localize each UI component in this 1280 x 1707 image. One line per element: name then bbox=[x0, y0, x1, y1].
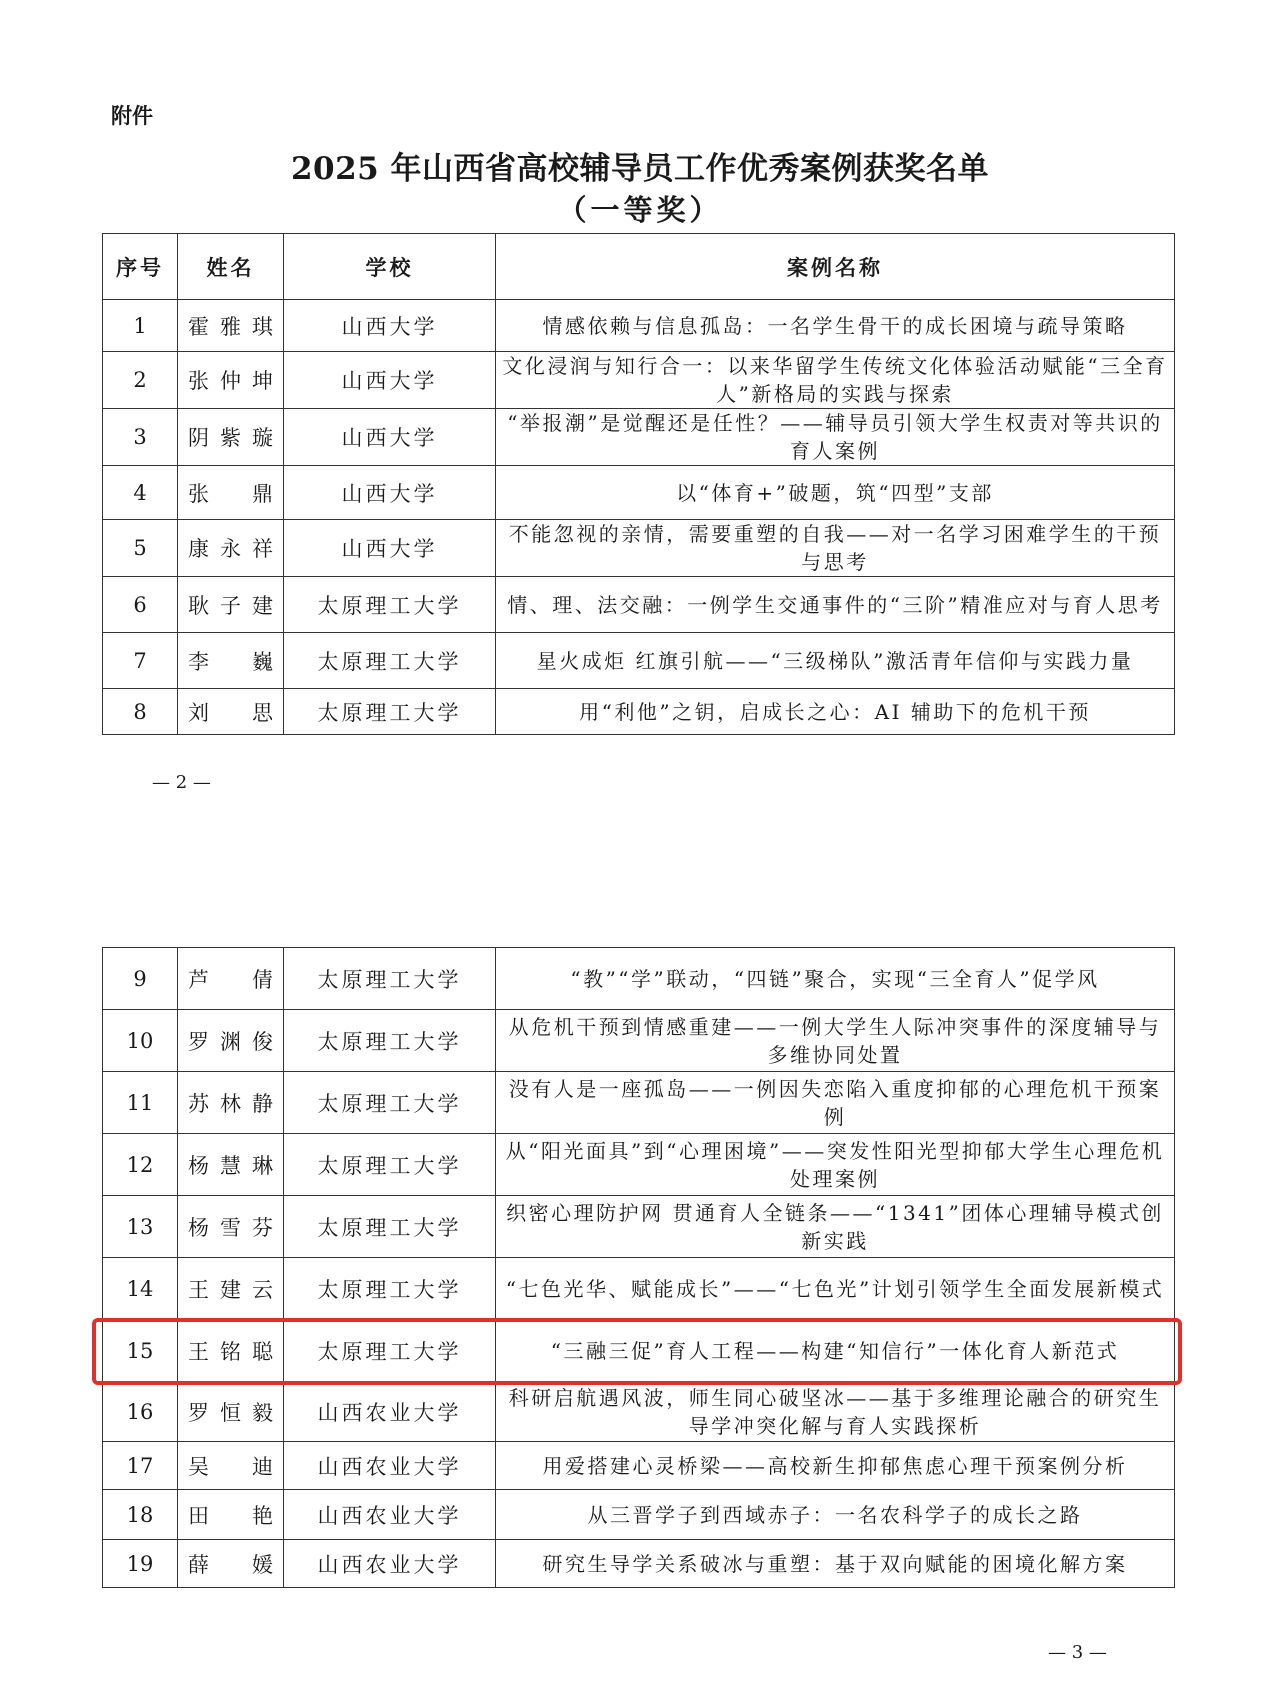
name-character: 王 bbox=[188, 1339, 209, 1364]
row-school: 山西大学 bbox=[284, 300, 496, 352]
name-character: 坤 bbox=[252, 369, 273, 393]
name-character: 祥 bbox=[252, 537, 273, 561]
name-character: 璇 bbox=[252, 426, 273, 450]
name-character: 俊 bbox=[252, 1029, 273, 1054]
column-header-name: 姓名 bbox=[178, 234, 284, 300]
name-character: 静 bbox=[252, 1091, 273, 1116]
name-character: 仲 bbox=[220, 369, 241, 393]
name-character: 耿 bbox=[188, 593, 209, 618]
page-number-3: — 3 — bbox=[1048, 1642, 1107, 1663]
name-character: 吴 bbox=[188, 1454, 209, 1479]
name-characters bbox=[188, 1274, 273, 1304]
name-characters bbox=[188, 1451, 273, 1481]
row-number: 1 bbox=[103, 300, 178, 352]
row-case-title: 情感依赖与信息孤岛：一名学生骨干的成长困境与疏导策略 bbox=[496, 300, 1175, 352]
row-number: 19 bbox=[103, 1540, 178, 1588]
table-row bbox=[103, 948, 1175, 1010]
column-header-number: 序号 bbox=[103, 234, 178, 300]
name-characters bbox=[188, 1150, 273, 1180]
row-school: 山西大学 bbox=[284, 520, 496, 577]
row-number: 7 bbox=[103, 633, 178, 689]
row-school: 太原理工大学 bbox=[284, 689, 496, 735]
row-school: 太原理工大学 bbox=[284, 577, 496, 633]
name-character: 田 bbox=[188, 1503, 209, 1528]
name-characters bbox=[188, 1397, 273, 1427]
row-number: 14 bbox=[103, 1258, 178, 1320]
name-characters bbox=[188, 964, 273, 994]
row-number: 16 bbox=[103, 1382, 178, 1442]
name-character: 芦 bbox=[188, 967, 209, 992]
row-name bbox=[178, 577, 284, 633]
row-school: 山西农业大学 bbox=[284, 1540, 496, 1588]
name-character: 建 bbox=[252, 593, 273, 618]
row-number: 11 bbox=[103, 1072, 178, 1134]
row-name bbox=[178, 520, 284, 577]
row-number: 10 bbox=[103, 1010, 178, 1072]
row-number: 4 bbox=[103, 466, 178, 520]
name-characters bbox=[188, 1549, 273, 1579]
row-number: 8 bbox=[103, 689, 178, 735]
name-characters bbox=[188, 422, 273, 452]
name-character: 杨 bbox=[188, 1215, 209, 1240]
table-row bbox=[103, 577, 1175, 633]
row-name bbox=[178, 1072, 284, 1134]
row-name bbox=[178, 1540, 284, 1588]
name-character: 永 bbox=[220, 537, 241, 561]
row-school: 太原理工大学 bbox=[284, 1010, 496, 1072]
table-row bbox=[103, 1540, 1175, 1588]
row-number: 6 bbox=[103, 577, 178, 633]
table-row bbox=[103, 1134, 1175, 1196]
name-character: 康 bbox=[188, 537, 209, 561]
name-character: 张 bbox=[188, 481, 209, 506]
row-number: 9 bbox=[103, 948, 178, 1010]
row-name bbox=[178, 633, 284, 689]
row-name bbox=[178, 1134, 284, 1196]
row-case-title: 科研启航遇风波，师生同心破坚冰——基于多维理论融合的研究生导学冲突化解与育人实践探析 bbox=[496, 1382, 1175, 1442]
attachment-label: 附件 bbox=[111, 104, 153, 128]
table-row bbox=[103, 520, 1175, 577]
row-school: 太原理工大学 bbox=[284, 1258, 496, 1320]
row-case-title: 不能忽视的亲情，需要重塑的自我——对一名学习困难学生的干预与思考 bbox=[496, 520, 1175, 577]
name-character: 慧 bbox=[220, 1153, 241, 1178]
name-characters bbox=[188, 533, 273, 563]
name-character: 琳 bbox=[252, 1153, 273, 1178]
name-character: 杨 bbox=[188, 1153, 209, 1178]
name-character: 琪 bbox=[252, 314, 273, 339]
name-character: 雅 bbox=[220, 314, 241, 339]
row-case-title: 研究生导学关系破冰与重塑：基于双向赋能的困境化解方案 bbox=[496, 1540, 1175, 1588]
name-character: 薛 bbox=[188, 1552, 209, 1577]
table-row bbox=[103, 1072, 1175, 1134]
document-title: 2025 年山西省高校辅导员工作优秀案例获奖名单 bbox=[290, 151, 990, 187]
row-number: 18 bbox=[103, 1490, 178, 1540]
name-character: 刘 bbox=[188, 700, 209, 725]
name-character: 林 bbox=[220, 1091, 241, 1116]
table-row bbox=[103, 409, 1175, 466]
row-name bbox=[178, 1442, 284, 1490]
name-character: 建 bbox=[220, 1277, 241, 1302]
row-name bbox=[178, 409, 284, 466]
name-character: 鼎 bbox=[252, 481, 273, 506]
row-school: 太原理工大学 bbox=[284, 1320, 496, 1382]
table-row bbox=[103, 466, 1175, 520]
name-character: 迪 bbox=[252, 1454, 273, 1479]
row-name bbox=[178, 1258, 284, 1320]
row-number: 3 bbox=[103, 409, 178, 466]
row-name bbox=[178, 1490, 284, 1540]
name-character: 恒 bbox=[220, 1400, 241, 1425]
table-row bbox=[103, 689, 1175, 735]
row-case-title: “教”“学”联动，“四链”聚合，实现“三全育人”促学风 bbox=[496, 948, 1175, 1010]
row-case-title: 从危机干预到情感重建——一例大学生人际冲突事件的深度辅导与多维协同处置 bbox=[496, 1010, 1175, 1072]
table-row bbox=[103, 1010, 1175, 1072]
row-case-title: 文化浸润与知行合一：以来华留学生传统文化体验活动赋能“三全育人”新格局的实践与探索 bbox=[496, 352, 1175, 409]
table-row bbox=[103, 300, 1175, 352]
name-characters bbox=[188, 646, 273, 676]
name-character: 艳 bbox=[252, 1503, 273, 1528]
row-school: 山西农业大学 bbox=[284, 1442, 496, 1490]
row-number: 13 bbox=[103, 1196, 178, 1258]
row-school: 山西农业大学 bbox=[284, 1490, 496, 1540]
name-character: 罗 bbox=[188, 1029, 209, 1054]
row-school: 太原理工大学 bbox=[284, 1196, 496, 1258]
row-school: 山西大学 bbox=[284, 466, 496, 520]
name-characters bbox=[188, 311, 273, 341]
table-row bbox=[103, 1258, 1175, 1320]
table-row bbox=[103, 1442, 1175, 1490]
name-character: 巍 bbox=[252, 649, 273, 674]
name-character: 李 bbox=[188, 649, 209, 674]
document-subtitle: （一等奖） bbox=[557, 193, 723, 227]
row-case-title: 从“阳光面具”到“心理困境”——突发性阳光型抑郁大学生心理危机处理案例 bbox=[496, 1134, 1175, 1196]
name-character: 铭 bbox=[220, 1339, 241, 1364]
name-character: 王 bbox=[188, 1277, 209, 1302]
column-header-case: 案例名称 bbox=[496, 234, 1175, 300]
name-characters bbox=[188, 1336, 273, 1366]
row-name bbox=[178, 466, 284, 520]
name-character: 聪 bbox=[252, 1339, 273, 1364]
row-case-title: “举报潮”是觉醒还是任性？——辅导员引领大学生权责对等共识的育人案例 bbox=[496, 409, 1175, 466]
name-characters bbox=[188, 478, 273, 508]
name-character: 倩 bbox=[252, 967, 273, 992]
row-case-title: 没有人是一座孤岛——一例因失恋陷入重度抑郁的心理危机干预案例 bbox=[496, 1072, 1175, 1134]
name-characters bbox=[188, 1212, 273, 1242]
row-number: 12 bbox=[103, 1134, 178, 1196]
name-characters bbox=[188, 697, 273, 727]
name-characters bbox=[188, 1500, 273, 1530]
row-case-title: 织密心理防护网 贯通育人全链条——“1341”团体心理辅导模式创新实践 bbox=[496, 1196, 1175, 1258]
table-row bbox=[103, 1382, 1175, 1442]
row-case-title: 情、理、法交融：一例学生交通事件的“三阶”精准应对与育人思考 bbox=[496, 577, 1175, 633]
name-character: 芬 bbox=[252, 1215, 273, 1240]
row-name bbox=[178, 1010, 284, 1072]
name-character: 紫 bbox=[220, 426, 241, 450]
name-characters bbox=[188, 590, 273, 620]
name-character: 罗 bbox=[188, 1400, 209, 1425]
name-character: 媛 bbox=[252, 1552, 273, 1577]
row-name bbox=[178, 1320, 284, 1382]
name-character: 张 bbox=[188, 369, 209, 393]
page-number-2: — 2 — bbox=[152, 772, 211, 793]
row-name bbox=[178, 948, 284, 1010]
table-row bbox=[103, 352, 1175, 409]
row-case-title: 从三晋学子到西域赤子：一名农科学子的成长之路 bbox=[496, 1490, 1175, 1540]
name-character: 霍 bbox=[188, 314, 209, 339]
row-case-title: “七色光华、赋能成长”——“七色光”计划引领学生全面发展新模式 bbox=[496, 1258, 1175, 1320]
name-character: 思 bbox=[252, 700, 273, 725]
row-name bbox=[178, 300, 284, 352]
row-school: 山西大学 bbox=[284, 352, 496, 409]
name-character: 毅 bbox=[252, 1400, 273, 1425]
name-character: 阴 bbox=[188, 426, 209, 450]
awards-table-page-2 bbox=[102, 233, 1175, 735]
table-body-page-3 bbox=[103, 948, 1175, 1588]
row-school: 太原理工大学 bbox=[284, 633, 496, 689]
table-row bbox=[103, 1490, 1175, 1540]
table-header-row bbox=[103, 234, 1175, 300]
row-name bbox=[178, 689, 284, 735]
row-case-title: 用爱搭建心灵桥梁——高校新生抑郁焦虑心理干预案例分析 bbox=[496, 1442, 1175, 1490]
name-character: 渊 bbox=[220, 1029, 241, 1054]
awards-table-page-3 bbox=[102, 947, 1175, 1588]
row-case-title: 以“体育+”破题，筑“四型”支部 bbox=[496, 466, 1175, 520]
name-characters bbox=[188, 1026, 273, 1056]
row-school: 太原理工大学 bbox=[284, 948, 496, 1010]
row-name bbox=[178, 1196, 284, 1258]
row-number: 17 bbox=[103, 1442, 178, 1490]
row-number: 15 bbox=[103, 1320, 178, 1382]
name-characters bbox=[188, 365, 273, 395]
row-name bbox=[178, 352, 284, 409]
row-school: 太原理工大学 bbox=[284, 1072, 496, 1134]
name-character: 雪 bbox=[220, 1215, 241, 1240]
row-school: 太原理工大学 bbox=[284, 1134, 496, 1196]
row-school: 山西大学 bbox=[284, 409, 496, 466]
table-row bbox=[103, 1320, 1175, 1382]
column-header-school: 学校 bbox=[284, 234, 496, 300]
row-case-title: 用“利他”之钥，启成长之心：AI 辅助下的危机干预 bbox=[496, 689, 1175, 735]
row-number: 5 bbox=[103, 520, 178, 577]
table-row bbox=[103, 1196, 1175, 1258]
row-number: 2 bbox=[103, 352, 178, 409]
table-row bbox=[103, 633, 1175, 689]
row-name bbox=[178, 1382, 284, 1442]
row-case-title: 星火成炬 红旗引航——“三级梯队”激活青年信仰与实践力量 bbox=[496, 633, 1175, 689]
table-body-page-2 bbox=[103, 300, 1175, 735]
name-characters bbox=[188, 1088, 273, 1118]
row-case-title: “三融三促”育人工程——构建“知信行”一体化育人新范式 bbox=[496, 1320, 1175, 1382]
name-character: 子 bbox=[220, 593, 241, 618]
name-character: 云 bbox=[252, 1277, 273, 1302]
row-school: 山西农业大学 bbox=[284, 1382, 496, 1442]
name-character: 苏 bbox=[188, 1091, 209, 1116]
